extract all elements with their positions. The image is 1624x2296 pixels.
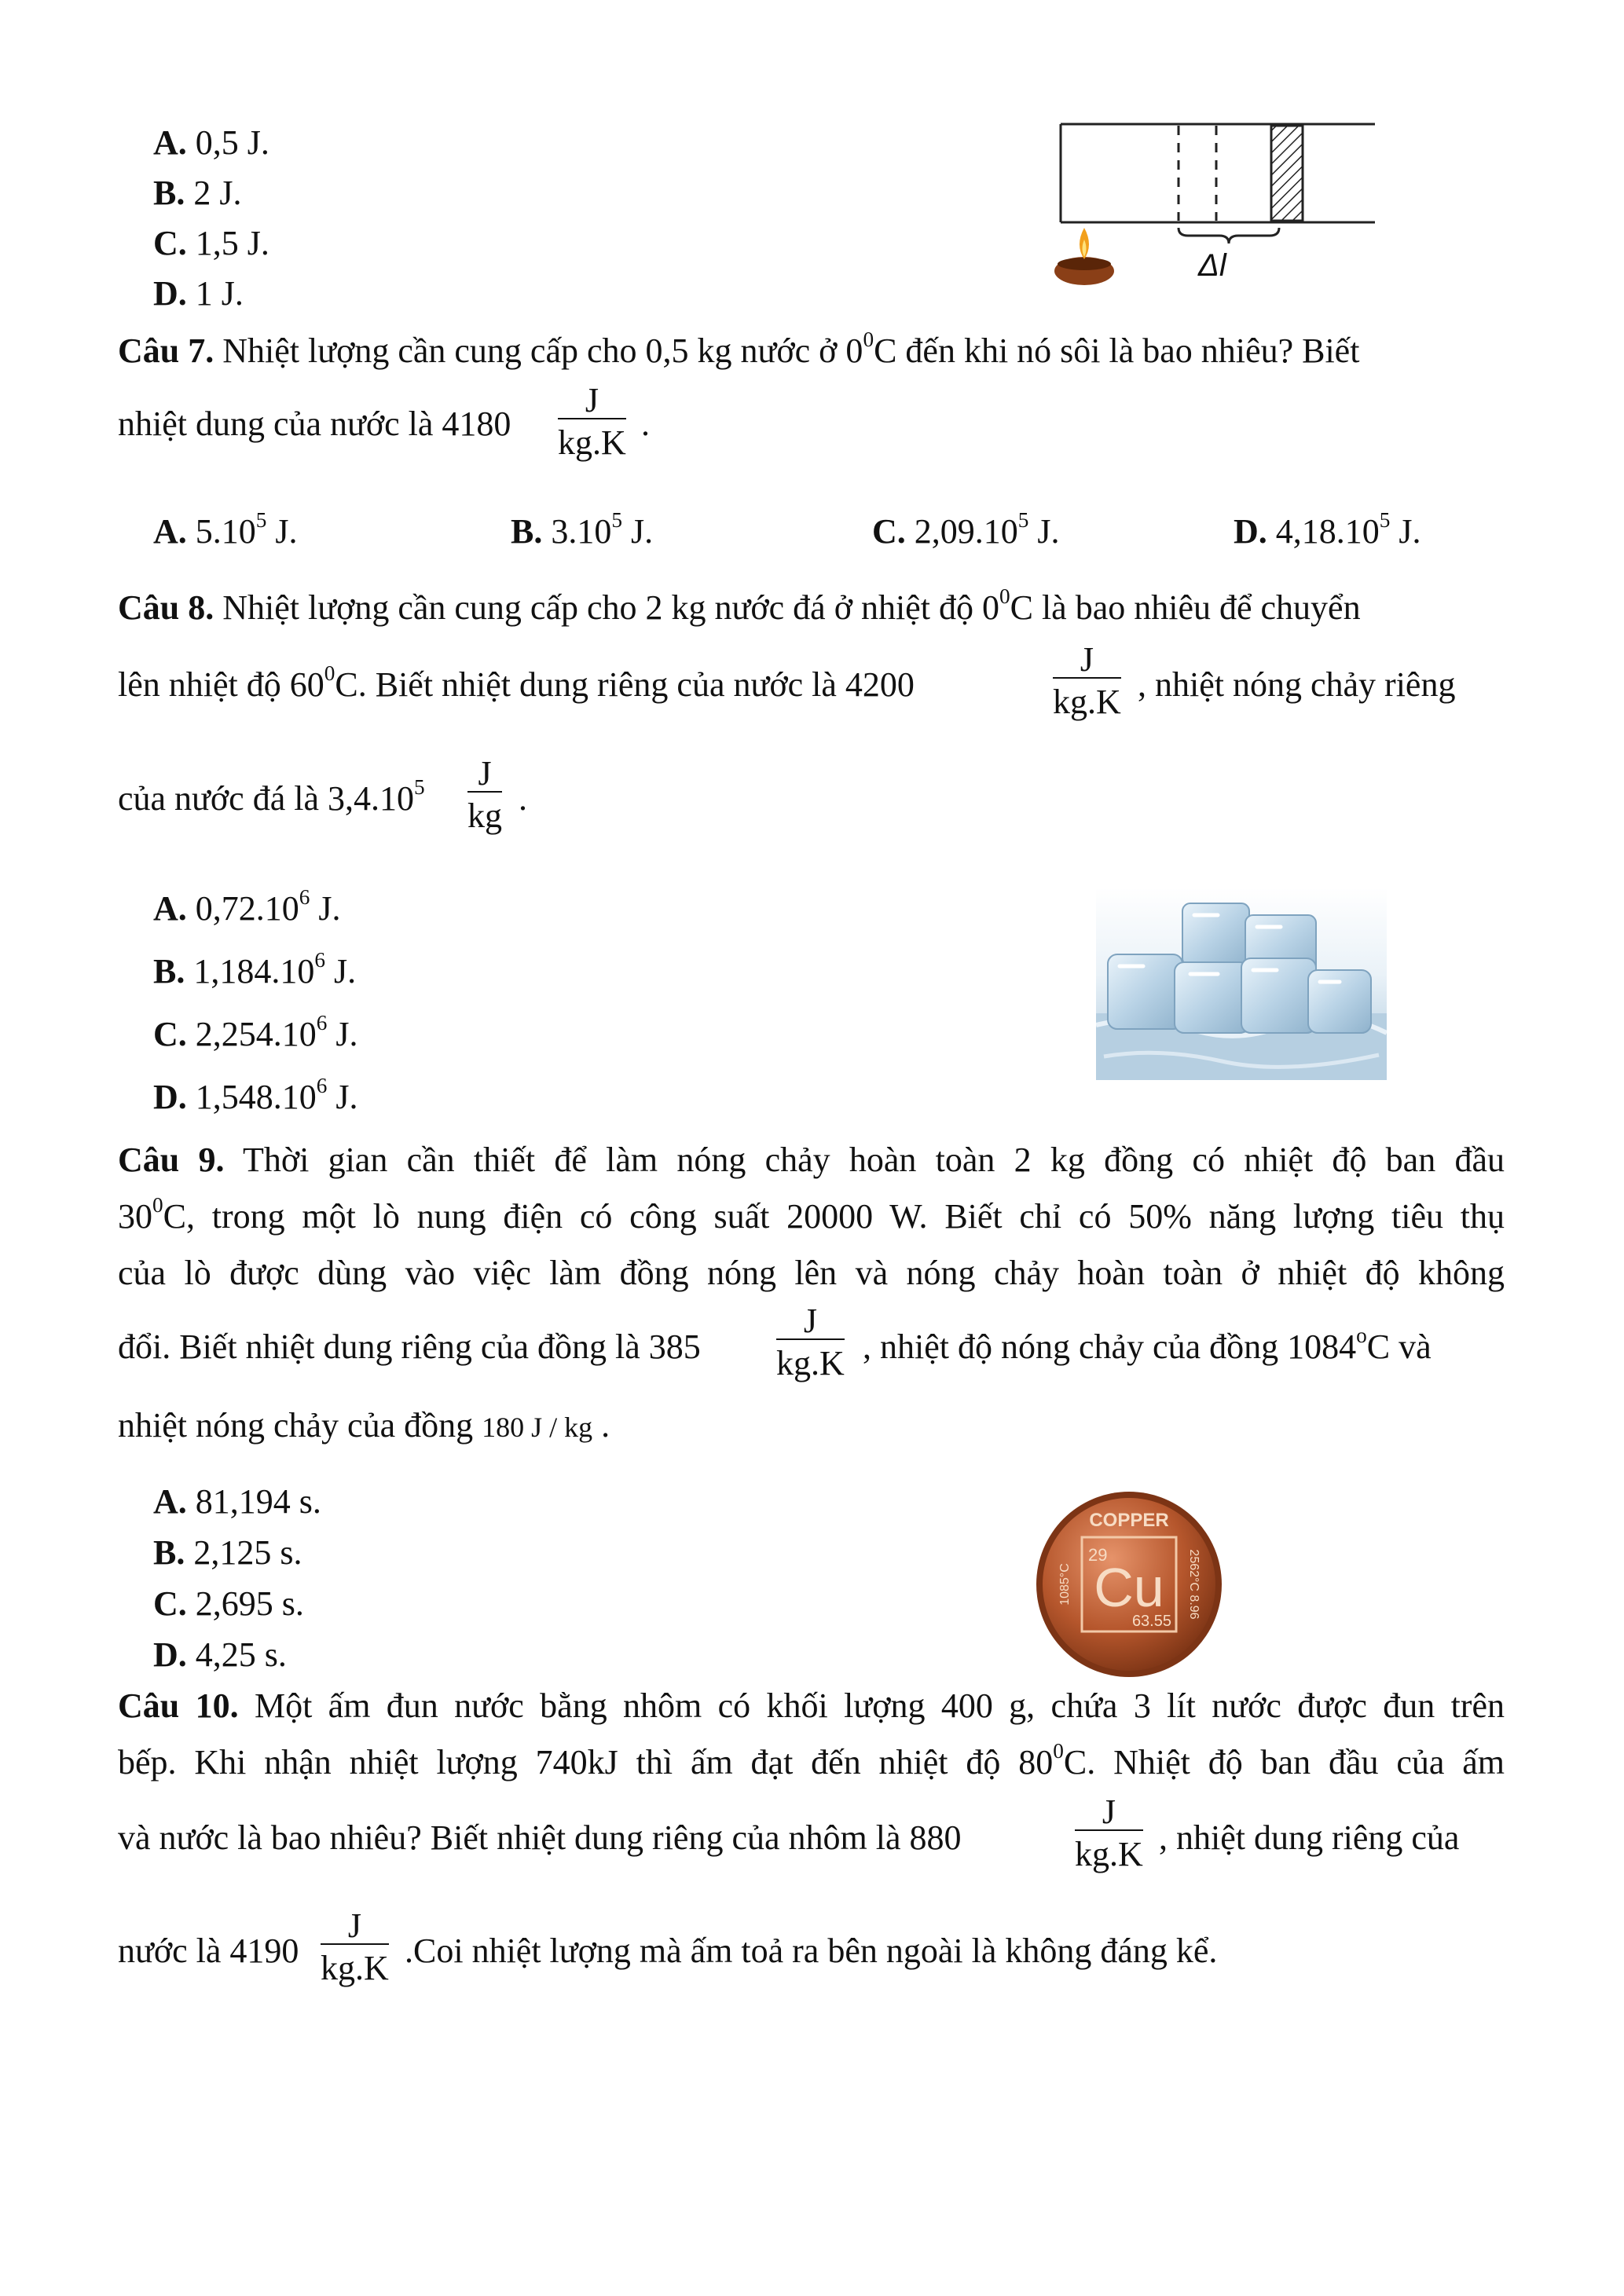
brace xyxy=(1179,228,1279,244)
q8-option-b: B. 1,184.10$^6$ J. xyxy=(153,948,357,991)
q9-option-c: C. 2,695 s. xyxy=(153,1584,304,1623)
q6-option-d: D. 1 J. xyxy=(153,274,244,313)
coin-right-text: 2562°C 8.96 xyxy=(1187,1549,1201,1620)
coin-mass: 63.55 xyxy=(1131,1613,1171,1630)
q8-line1: Câu 8. Nhiệt lượng cần cung cấp cho 2 kg nước đá ở nhiệt độ $0^0C$ là bao nhiêu để chuyển xyxy=(118,584,1361,627)
q9-option-b: B. 2,125 s. xyxy=(153,1533,302,1572)
q8-option-c: C. 2,254.10$^6$ J. xyxy=(153,1011,358,1053)
q10-line1: Câu 10. Một ấm đun nước bằng nhôm có khối lượng 400 g, chứa 3 lít nước được đun trên xyxy=(118,1686,1505,1725)
q6-option-a: A. 0,5 J. xyxy=(153,123,269,162)
delta-l-label: Δl xyxy=(1198,248,1226,283)
q9-line3: của lò được dùng vào việc làm đồng nóng lên và nóng chảy hoàn toàn ở nhiệt độ không xyxy=(118,1254,1505,1292)
ice-cubes-picture xyxy=(1096,888,1387,1080)
q7-line1: Câu 7. Nhiệt lượng cần cung cấp cho 0,5 kg nước ở $0^0C$ đến khi nó sôi là bao nhiêu? Biết xyxy=(118,328,1360,370)
q7-line2: nhiệt dung của nước là 4180 xyxy=(118,405,511,443)
q8-option-a: A. 0,72.10$^6$ J. xyxy=(153,885,341,928)
q10-line2: bếp. Khi nhận nhiệt lượng 740kJ thì ấm đạt đến nhiệt độ $80^0C$. Nhiệt độ ban đầu của ấm xyxy=(118,1739,1505,1782)
q9-unit-fraction: $\frac{J}{kg.K}$ xyxy=(776,1302,845,1382)
q7-option-a: A. 5.10$^5$ J. xyxy=(153,508,298,551)
coin-atomic-number: 29 xyxy=(1088,1545,1108,1565)
q10-unit-fraction-2: $\frac{J}{kg.K}$ xyxy=(321,1906,389,1987)
q10-line3b: , nhiệt dung riêng của xyxy=(1159,1818,1460,1857)
q6-option-c: C. 1,5 J. xyxy=(153,224,269,262)
copper-coin-image xyxy=(1033,1489,1226,1687)
q9-option-a: A. 81,194 s. xyxy=(153,1482,321,1521)
q9-line2: $30^0C$, trong một lò nung điện có công suất 20000 W. Biết chỉ có 50% năng lượng tiêu thụ xyxy=(118,1193,1505,1236)
coin-left-text: 1085°C xyxy=(1058,1563,1072,1606)
q8-line2c: , nhiệt nóng chảy riêng xyxy=(1138,665,1456,704)
cylinder-expansion-figure xyxy=(1021,102,1391,305)
ice-cubes-image xyxy=(1096,888,1387,1086)
copper-coin-picture xyxy=(1033,1489,1226,1681)
coin-element-name: COPPER xyxy=(1089,1510,1169,1531)
q9-line4b: , nhiệt độ nóng chảy của đồng 1084$^o$C và xyxy=(863,1324,1432,1366)
q8-line2a: lên nhiệt độ $60^0C$. Biết nhiệt dung riêng của nước là 4200 xyxy=(118,661,915,704)
q8-period: . xyxy=(519,779,527,818)
q10-unit-fraction-1: $\frac{J}{kg.K}$ xyxy=(1075,1792,1143,1873)
q10-line3a: và nước là bao nhiêu? Biết nhiệt dung riêng của nhôm là 880 xyxy=(118,1818,962,1857)
oil-lamp-icon xyxy=(1054,228,1114,285)
q9-line5: nhiệt nóng chảy của đồng 180 J / kg . xyxy=(118,1406,610,1445)
q7-period: . xyxy=(641,405,650,443)
q7-option-d: D. 4,18.10$^5$ J. xyxy=(1234,508,1421,551)
q6-option-b: B. 2 J. xyxy=(153,174,242,212)
piston xyxy=(1271,126,1303,221)
q7-option-b: B. 3.10$^5$ J. xyxy=(511,508,654,551)
q8-line3: của nước đá là 3,4.10$^5$ xyxy=(118,775,425,818)
q8-unit-fraction-2: $\frac{J}{kg}$ xyxy=(467,754,502,835)
q10-line4a: nước là 4190 xyxy=(118,1932,299,1970)
q8-option-d: D. 1,548.10$^6$ J. xyxy=(153,1074,358,1116)
q9-option-d: D. 4,25 s. xyxy=(153,1635,287,1674)
coin-symbol: Cu xyxy=(1094,1557,1164,1618)
q7-option-c: C. 2,09.10$^5$ J. xyxy=(872,508,1060,551)
q7-unit-fraction: $\frac{J}{kg.K}$ xyxy=(558,381,626,462)
q10-line4b: .Coi nhiệt lượng mà ấm toả ra bên ngoài là không đáng kể. xyxy=(405,1932,1218,1970)
q9-line1: Câu 9. Thời gian cần thiết để làm nóng chảy hoàn toàn 2 kg đồng có nhiệt độ ban đầu xyxy=(118,1141,1505,1179)
q9-line4a: đổi. Biết nhiệt dung riêng của đồng là 385 xyxy=(118,1327,701,1366)
q8-unit-fraction-1: $\frac{J}{kg.K}$ xyxy=(1053,640,1121,721)
